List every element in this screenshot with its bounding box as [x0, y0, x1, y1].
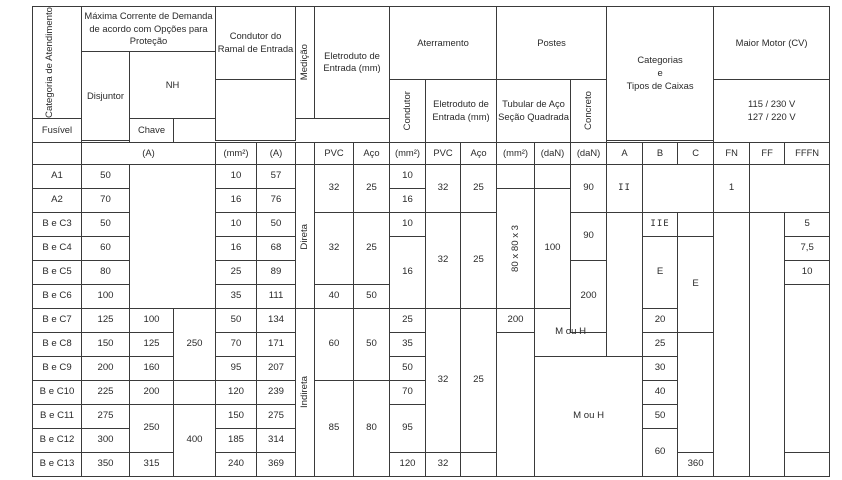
- header-concreto: Concreto: [571, 79, 607, 142]
- cell-motor-fn-empty-top: [714, 212, 750, 476]
- unit-aco: Aço: [354, 142, 390, 164]
- cell-categoria: B e C7: [33, 308, 82, 332]
- unit-aco-b: Aço: [461, 142, 497, 164]
- cell-disjuntor: 70: [82, 188, 130, 212]
- cell-eletro-pvc: 60: [315, 308, 354, 380]
- cell-caixa-c-blank: [678, 212, 714, 236]
- cell-categoria: B e C13: [33, 452, 82, 476]
- cell-condutor: 150: [216, 404, 257, 428]
- unit-a2: (A): [257, 142, 296, 164]
- cell-aterr-pvc: 32: [426, 212, 461, 308]
- cell-chave: 400: [174, 404, 216, 476]
- unit-pvc: PVC: [315, 142, 354, 164]
- header-aterr-eletroduto: Eletroduto de Entrada (mm): [426, 79, 497, 142]
- header-aterr-condutor: Condutor: [390, 79, 426, 142]
- tensao-1: 115 / 230 V: [747, 98, 796, 110]
- cell-fusivel: 100: [130, 308, 174, 332]
- cell-concreto: 200: [571, 260, 607, 332]
- header-medicao: Medição: [296, 7, 315, 119]
- cell-disjuntor: 50: [82, 164, 130, 188]
- header-eletroduto: Eletroduto de Entrada (mm): [315, 7, 390, 119]
- cell-corrente: 50: [257, 212, 296, 236]
- cell-aterr-condutor: 35: [390, 332, 426, 356]
- cell-corrente: 239: [257, 380, 296, 404]
- cell-corrente: 369: [257, 452, 296, 476]
- header-condutor-ramal-cont: [216, 79, 296, 140]
- cell-motor-ff-empty-top: [750, 212, 785, 476]
- cell-corrente: 207: [257, 356, 296, 380]
- cell-nh-empty: [130, 164, 216, 308]
- cell-condutor: 35: [216, 284, 257, 308]
- cell-medicao-indireta: Indireta: [296, 308, 315, 476]
- cell-motor-fffn: 20: [643, 308, 678, 332]
- dimensioning-table: [32, 6, 830, 477]
- unit-cat-c: C: [678, 142, 714, 164]
- cell-aterr-aco: 25: [461, 308, 497, 452]
- cell-disjuntor: 60: [82, 236, 130, 260]
- header-condutor-ramal: Condutor do Ramal de Entrada: [216, 7, 296, 80]
- cell-corrente: 89: [257, 260, 296, 284]
- cell-concreto-blank: [497, 332, 535, 476]
- header-tensoes: [714, 79, 830, 142]
- cell-aterr-condutor: 25: [390, 308, 426, 332]
- cell-eletro-pvc: 85: [315, 380, 354, 476]
- cell-aterr-aco-blank: [461, 452, 497, 476]
- unit-a: (A): [82, 142, 216, 164]
- cell-caixa-a-empty: [607, 212, 643, 356]
- cell-tubular-dan: 100: [535, 188, 571, 308]
- cell-chave: 250: [174, 308, 216, 380]
- cell-motor-fffn: 10: [785, 260, 830, 284]
- caixas-line-1: Categorias: [637, 54, 683, 66]
- cell-corrente: 57: [257, 164, 296, 188]
- cell-eletro-aco: 50: [354, 284, 390, 308]
- header-disjuntor: Disjuntor: [82, 52, 130, 141]
- cell-corrente: 275: [257, 404, 296, 428]
- unit-dan-b: (daN): [571, 142, 607, 164]
- cell-disjuntor: 50: [82, 212, 130, 236]
- unit-mm2-c: (mm²): [497, 142, 535, 164]
- cell-condutor: 70: [216, 332, 257, 356]
- cell-condutor: 95: [216, 356, 257, 380]
- cell-eletro-aco: 80: [354, 380, 390, 476]
- cell-condutor: 120: [216, 380, 257, 404]
- cell-fusivel: 200: [130, 380, 174, 404]
- cell-caixa-bc-empty: [643, 164, 714, 212]
- cell-corrente: 68: [257, 236, 296, 260]
- cell-caixa-m-ou-h: M ou H: [535, 308, 607, 356]
- cell-chave-blank: [174, 380, 216, 404]
- cell-aterr-condutor: 16: [390, 188, 426, 212]
- cell-aterr-condutor: 120: [390, 452, 426, 476]
- cell-fusivel: 160: [130, 356, 174, 380]
- cell-concreto: 200: [497, 308, 535, 332]
- cell-categoria: B e C3: [33, 212, 82, 236]
- unit-ff: FF: [750, 142, 785, 164]
- cell-aterr-condutor: 50: [390, 356, 426, 380]
- cell-condutor: 185: [216, 428, 257, 452]
- cell-categoria: B e C6: [33, 284, 82, 308]
- cell-condutor: 10: [216, 212, 257, 236]
- cell-categoria: B e C9: [33, 356, 82, 380]
- unit-fffn: FFFN: [785, 142, 830, 164]
- unit-cat-b: B: [643, 142, 678, 164]
- cell-disjuntor: 80: [82, 260, 130, 284]
- cell-tubular-blank-top: [497, 164, 535, 188]
- unit-mm2: (mm²): [216, 142, 257, 164]
- cell-aterr-aco: 25: [461, 164, 497, 212]
- cell-aterr-condutor: 95: [390, 404, 426, 452]
- cell-categoria: A1: [33, 164, 82, 188]
- header-tubular: Tubular de Aço Seção Quadrada: [497, 79, 571, 142]
- cell-aterr-pvc: 32: [426, 164, 461, 212]
- tensao-2: 127 / 220 V: [747, 110, 796, 122]
- header-postes: Postes: [497, 7, 607, 80]
- cell-condutor: 25: [216, 260, 257, 284]
- cell-disjuntor: 225: [82, 380, 130, 404]
- cell-eletro-pvc: 32: [315, 212, 354, 284]
- cell-eletro-pvc: 32: [315, 164, 354, 212]
- cell-eletro-aco: 50: [354, 308, 390, 380]
- cell-disjuntor: 100: [82, 284, 130, 308]
- header-categorias-caixas: [607, 7, 714, 141]
- cell-motor-fffn: 30: [643, 356, 678, 380]
- cell-caixa-b-e: E: [643, 236, 678, 308]
- cell-categoria: B e C5: [33, 260, 82, 284]
- cell-motor-fffn: 40: [643, 380, 678, 404]
- cell-tubular-empty-bottom: [785, 284, 830, 452]
- cell-categoria: B e C8: [33, 332, 82, 356]
- cell-fusivel: 250: [130, 404, 174, 452]
- cell-corrente: 314: [257, 428, 296, 452]
- header-chave: Chave: [130, 118, 174, 142]
- cell-disjuntor: 300: [82, 428, 130, 452]
- cell-motor-fffn: 5: [785, 212, 830, 236]
- header-fusivel: Fusível: [33, 118, 82, 142]
- header-nh: NH: [130, 52, 216, 119]
- header-maior-motor: Maior Motor (CV): [714, 7, 830, 80]
- unit-mm2-b: (mm²): [390, 142, 426, 164]
- cell-caixa-a: II: [607, 164, 643, 212]
- cell-motor-fffn: 7,5: [785, 236, 830, 260]
- cell-tubular-dan-blank-top: [535, 164, 571, 188]
- cell-corrente: 134: [257, 308, 296, 332]
- cell-aterr-condutor: 10: [390, 164, 426, 188]
- cell-aterr-pvc: 32: [426, 308, 461, 452]
- unit-blank-medicao: [296, 142, 315, 164]
- cell-fusivel: 315: [130, 452, 174, 476]
- cell-disjuntor: 275: [82, 404, 130, 428]
- cell-aterr-condutor: 70: [390, 380, 426, 404]
- cell-disjuntor: 350: [82, 452, 130, 476]
- caixas-line-2: e: [657, 67, 663, 79]
- cell-corrente: 76: [257, 188, 296, 212]
- unit-blank-categoria: [33, 142, 82, 164]
- cell-condutor: 16: [216, 236, 257, 260]
- cell-medicao-direta: Direta: [296, 164, 315, 308]
- cell-concreto: 90: [571, 212, 607, 260]
- cell-fusivel: 125: [130, 332, 174, 356]
- cell-eletro-aco: 25: [354, 212, 390, 284]
- cell-categoria: B e C10: [33, 380, 82, 404]
- cell-aterr-aco: 25: [461, 212, 497, 308]
- cell-corrente: 111: [257, 284, 296, 308]
- table-container: [32, 6, 820, 469]
- cell-concreto: 90: [571, 164, 607, 212]
- cell-disjuntor: 150: [82, 332, 130, 356]
- cell-caixa-m-ou-h-abc: M ou H: [535, 356, 643, 476]
- cell-caixa-iie: IIE: [643, 212, 678, 236]
- cell-corrente: 171: [257, 332, 296, 356]
- cell-categoria: B e C11: [33, 404, 82, 428]
- cell-condutor: 16: [216, 188, 257, 212]
- header-aterramento: Aterramento: [390, 7, 497, 80]
- cell-caixa-c-e: E: [678, 236, 714, 332]
- header-categoria: Categoria de Atendimento: [33, 7, 82, 119]
- cell-disjuntor: 125: [82, 308, 130, 332]
- unit-pvc-b: PVC: [426, 142, 461, 164]
- cell-disjuntor: 200: [82, 356, 130, 380]
- cell-aterr-condutor: 10: [390, 212, 426, 236]
- cell-categoria: A2: [33, 188, 82, 212]
- cell-categoria: B e C12: [33, 428, 82, 452]
- cell-motor-fffn: 25: [643, 332, 678, 356]
- cell-motor-fn-blank-bottom: [785, 452, 830, 476]
- header-max-corrente: Máxima Corrente de Demanda de acordo com Opções para Proteção: [82, 7, 216, 52]
- cell-concreto: 360: [678, 452, 714, 476]
- cell-motor-fffn: 60: [643, 428, 678, 476]
- cell-aterr-pvc: 32: [426, 452, 461, 476]
- cell-eletro-pvc: 40: [315, 284, 354, 308]
- cell-condutor: 240: [216, 452, 257, 476]
- cell-motor-ff-fffn-empty: [750, 164, 830, 212]
- cell-tubular-secao: 80 x 80 x 3: [497, 188, 535, 308]
- cell-condutor: 50: [216, 308, 257, 332]
- cell-eletro-aco: 25: [354, 164, 390, 212]
- unit-dan: (daN): [535, 142, 571, 164]
- unit-fn: FN: [714, 142, 750, 164]
- caixas-line-3: Tipos de Caixas: [626, 79, 694, 91]
- unit-cat-a: A: [607, 142, 643, 164]
- cell-categoria: B e C4: [33, 236, 82, 260]
- cell-condutor: 10: [216, 164, 257, 188]
- cell-aterr-condutor: 16: [390, 236, 426, 308]
- cell-motor-fffn: 50: [643, 404, 678, 428]
- cell-motor-fn: 1: [714, 164, 750, 212]
